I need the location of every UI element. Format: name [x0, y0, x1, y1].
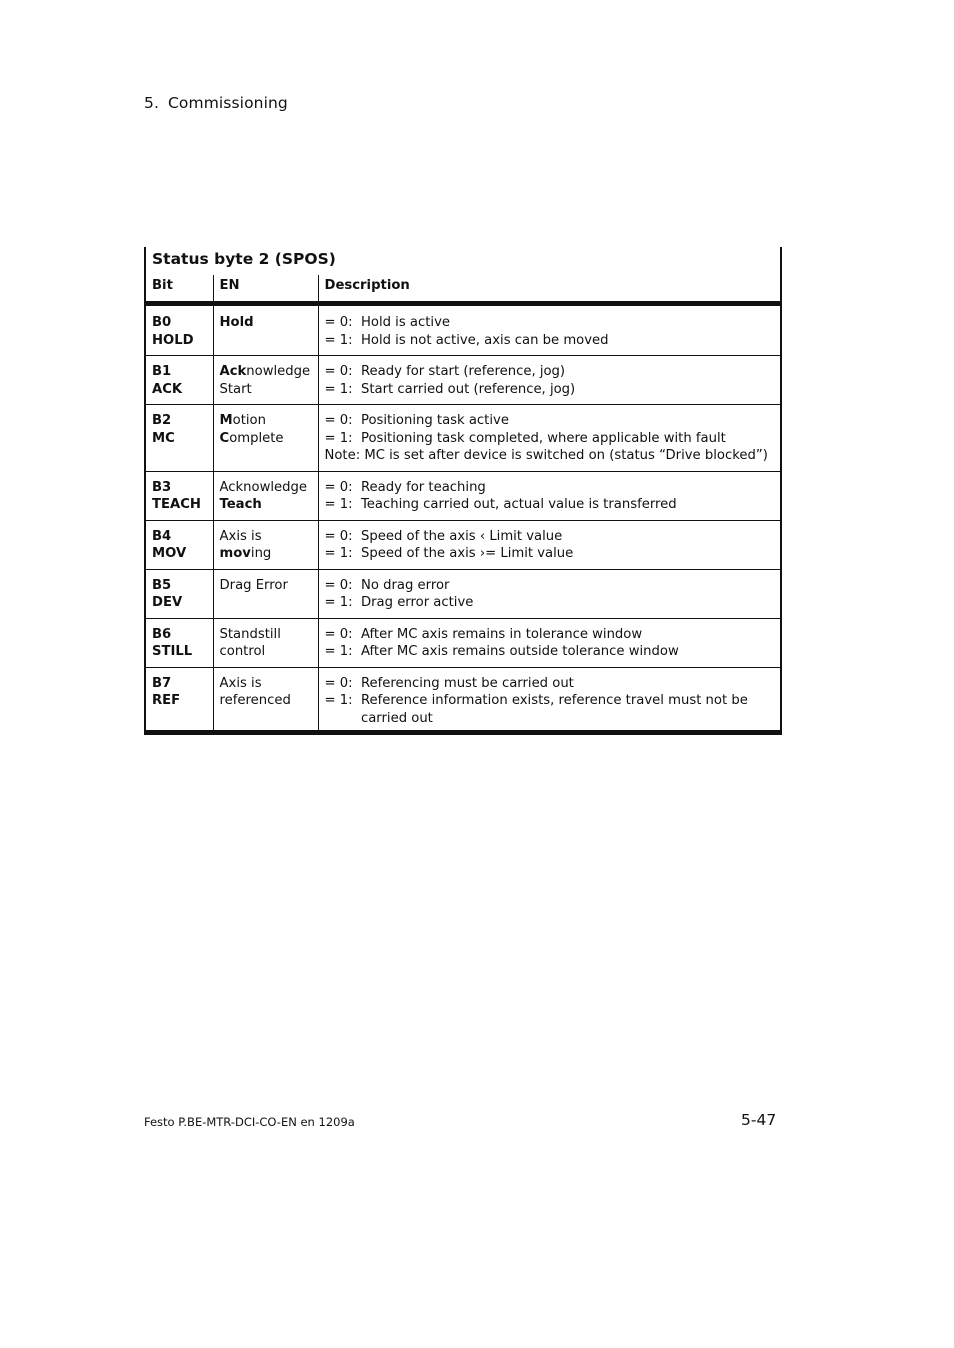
- table-row: [145, 405, 781, 472]
- bit-number: B5: [152, 577, 172, 593]
- bit-code: STILL: [152, 644, 193, 659]
- value-prefix: = 1:: [324, 546, 361, 561]
- value-prefix: = 1:: [324, 332, 361, 348]
- bit-code: DEV: [152, 595, 183, 610]
- table-row: [145, 356, 781, 405]
- value-0-text: No drag error: [360, 577, 450, 593]
- table-row: [145, 569, 781, 618]
- table-row: [145, 304, 781, 356]
- bit-code: HOLD: [152, 332, 194, 348]
- en-cell: [213, 471, 318, 520]
- en-rest: Axis is: [219, 675, 262, 691]
- en-bold: C: [219, 430, 230, 446]
- bit-cell: [145, 618, 213, 667]
- value-prefix: = 1:: [324, 693, 361, 708]
- en-cell: [213, 304, 318, 356]
- bit-cell: [145, 569, 213, 618]
- bit-code: TEACH: [152, 497, 201, 512]
- value-0-text: After MC axis remains in tolerance window: [360, 626, 643, 642]
- en-rest: Standstill: [219, 626, 281, 642]
- bit-cell: [145, 356, 213, 405]
- section-heading: [144, 94, 288, 112]
- bit-code: ACK: [152, 381, 183, 397]
- en-cell: [213, 356, 318, 405]
- description-cell: [318, 356, 781, 405]
- en-cell: [213, 667, 318, 733]
- value-prefix: = 0:: [324, 315, 361, 330]
- value-0-text: Hold is active: [360, 315, 450, 330]
- bit-number: B6: [152, 626, 172, 642]
- description-cell: [318, 304, 781, 356]
- column-header-description: Description: [318, 275, 781, 304]
- en-cell: [213, 520, 318, 569]
- en-line-2: Start: [219, 381, 252, 397]
- bit-cell: [145, 304, 213, 356]
- description-cell: [318, 520, 781, 569]
- bit-cell: [145, 520, 213, 569]
- en-rest: ing: [250, 546, 272, 561]
- en-line-2: referenced: [219, 693, 291, 708]
- table-header-row: [145, 275, 781, 304]
- bit-number: B1: [152, 364, 172, 379]
- bit-code: REF: [152, 693, 181, 708]
- value-prefix: = 1:: [324, 595, 361, 610]
- value-prefix: = 0:: [324, 626, 361, 642]
- bit-number: B3: [152, 479, 172, 495]
- en-rest: Drag Error: [219, 577, 288, 593]
- bit-number: B4: [152, 528, 172, 544]
- value-1-text: Teaching carried out, actual value is transferred: [360, 497, 677, 512]
- description-cell: [318, 618, 781, 667]
- value-1-text: Speed of the axis ›= Limit value: [360, 546, 574, 561]
- value-1-text: Drag error active: [360, 595, 474, 610]
- en-bold: M: [219, 413, 233, 428]
- value-prefix: = 1:: [324, 381, 361, 397]
- bit-number: B7: [152, 675, 172, 691]
- value-prefix: = 0:: [324, 675, 361, 691]
- description-note: Note: MC is set after device is switched on (status “Drive blocked”): [324, 448, 768, 463]
- value-1-text: Reference information exists, reference travel must not be carried out: [360, 693, 748, 726]
- value-prefix: = 1:: [324, 644, 361, 659]
- value-1-text: After MC axis remains outside tolerance window: [360, 644, 679, 659]
- bit-cell: [145, 667, 213, 733]
- en-bold: Hold: [219, 315, 254, 330]
- table-row: [145, 520, 781, 569]
- column-header-bit: Bit: [145, 275, 213, 304]
- page-number: 5-47: [741, 1111, 777, 1129]
- status-byte-table: [144, 247, 782, 735]
- description-cell: [318, 471, 781, 520]
- table-row: [145, 471, 781, 520]
- en-bold: mov: [219, 546, 251, 561]
- document-id: Festo P.BE-MTR-DCI-CO-EN en 1209a: [144, 1115, 355, 1129]
- en-rest: Acknowledge: [219, 479, 308, 495]
- value-0-text: Ready for teaching: [360, 479, 486, 495]
- en-bold: Ack: [219, 364, 247, 379]
- bit-cell: [145, 405, 213, 472]
- en-rest: omplete: [229, 430, 284, 446]
- value-prefix: = 1:: [324, 430, 361, 446]
- table-row: [145, 618, 781, 667]
- description-cell: [318, 569, 781, 618]
- en-bold: Teach: [219, 497, 262, 512]
- value-1-text: Positioning task completed, where applicable with fault: [360, 430, 726, 446]
- bit-code: MC: [152, 430, 175, 446]
- table-row: [145, 667, 781, 733]
- en-cell: [213, 569, 318, 618]
- value-prefix: = 0:: [324, 577, 361, 593]
- table-caption: Status byte 2 (SPOS): [145, 247, 781, 275]
- value-prefix: = 0:: [324, 364, 361, 379]
- value-prefix: = 0:: [324, 528, 361, 544]
- value-0-text: Referencing must be carried out: [360, 675, 574, 691]
- en-rest: otion: [232, 413, 266, 428]
- en-line-2: control: [219, 644, 266, 659]
- en-cell: [213, 405, 318, 472]
- description-cell: [318, 667, 781, 733]
- value-prefix: = 1:: [324, 497, 361, 512]
- section-number: 5.: [144, 94, 159, 112]
- en-cell: [213, 618, 318, 667]
- column-header-en: EN: [213, 275, 318, 304]
- bit-cell: [145, 471, 213, 520]
- value-1-text: Hold is not active, axis can be moved: [360, 332, 609, 348]
- bit-number: B0: [152, 315, 172, 330]
- value-0-text: Speed of the axis ‹ Limit value: [360, 528, 563, 544]
- bit-code: MOV: [152, 546, 187, 561]
- en-rest: nowledge: [246, 364, 311, 379]
- description-cell: [318, 405, 781, 472]
- value-0-text: Positioning task active: [360, 413, 509, 428]
- section-title: Commissioning: [168, 94, 288, 112]
- value-1-text: Start carried out (reference, jog): [360, 381, 576, 397]
- value-prefix: = 0:: [324, 479, 361, 495]
- value-0-text: Ready for start (reference, jog): [360, 364, 566, 379]
- en-pre: Axis is: [219, 528, 262, 544]
- bit-number: B2: [152, 413, 172, 428]
- value-prefix: = 0:: [324, 413, 361, 428]
